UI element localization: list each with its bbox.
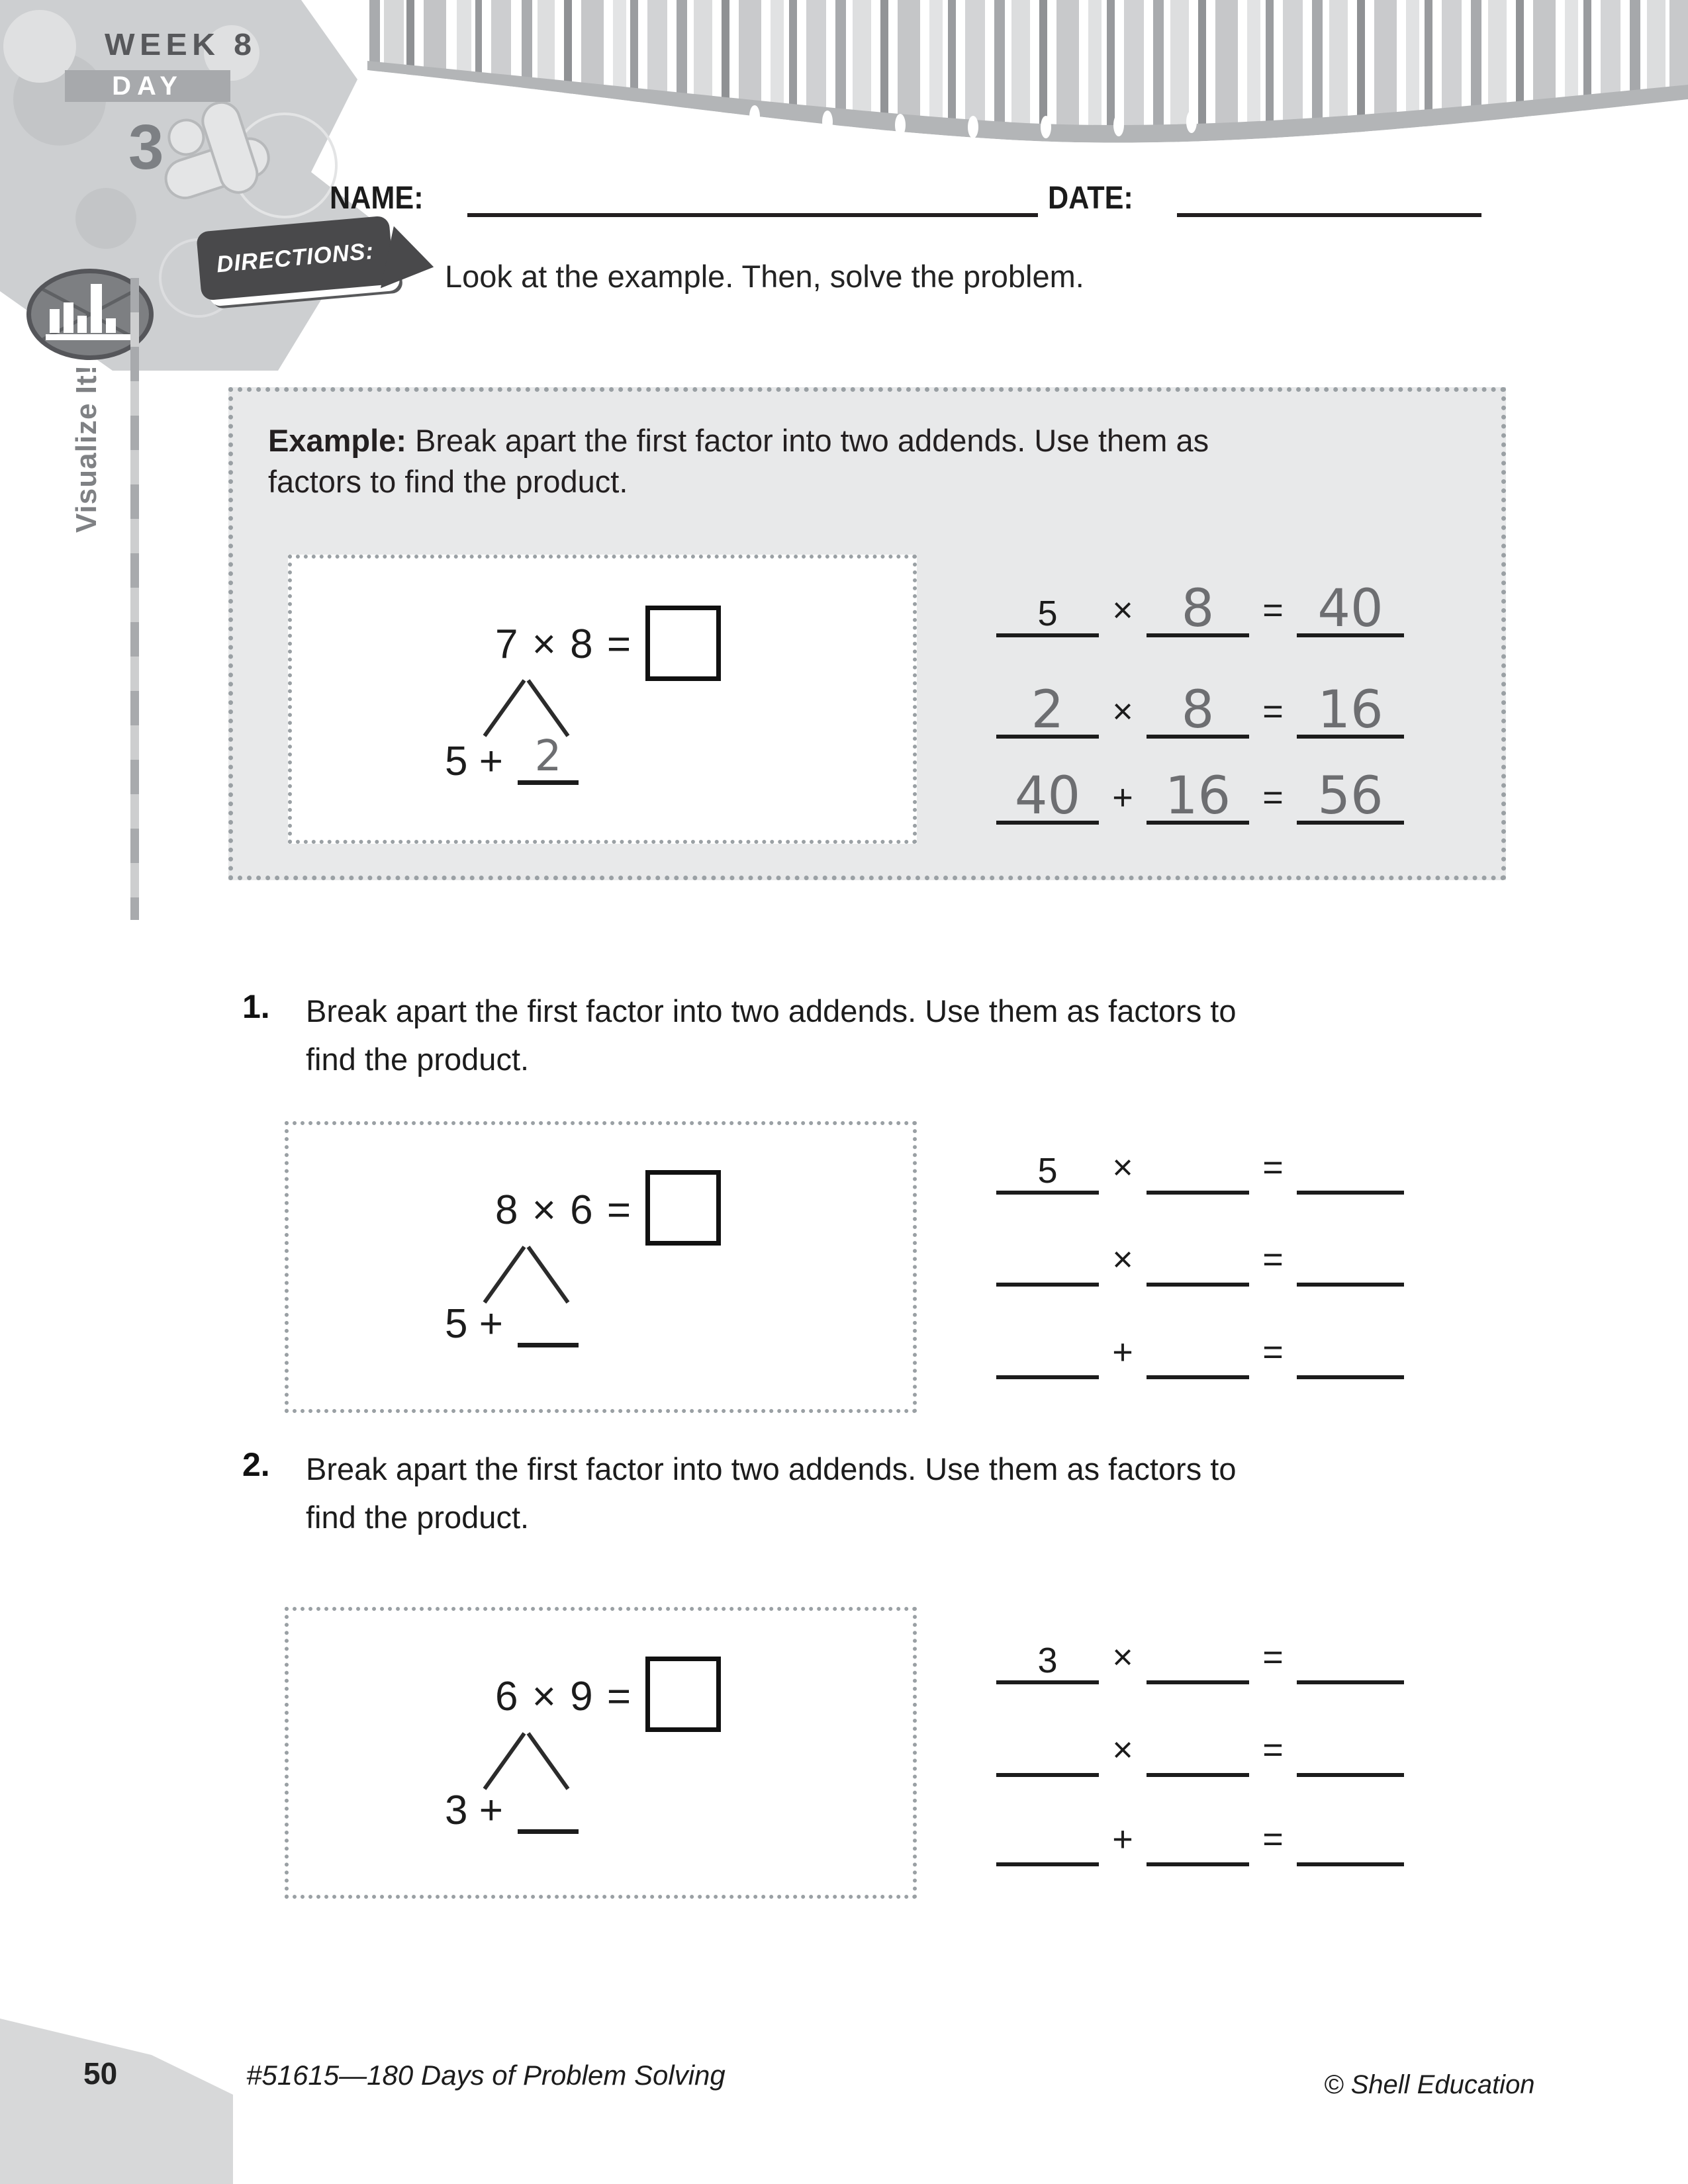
addend-blank[interactable]	[996, 1784, 1099, 1866]
result-blank[interactable]	[1297, 1113, 1404, 1195]
times-sign: ×	[1112, 1637, 1133, 1677]
week-label: WEEK 8	[105, 27, 257, 62]
date-label: DATE:	[1048, 181, 1133, 216]
times-sign: ×	[1112, 1148, 1133, 1187]
example-breakdown-blank[interactable]	[518, 733, 579, 785]
plus-sign: +	[1112, 1332, 1133, 1372]
problem-1-answer-box[interactable]	[645, 1170, 721, 1246]
day-number: 3	[128, 112, 164, 183]
footer-corner-decoration	[0, 2019, 233, 2184]
plus-sign: +	[1112, 1819, 1133, 1859]
problem-1-breakdown-prefix: 5 +	[445, 1301, 503, 1347]
problem-2-number: 2.	[242, 1446, 270, 1483]
example-equation-row-2	[996, 659, 1433, 739]
day-label: DAY	[112, 71, 183, 101]
plus-sign: +	[1112, 778, 1133, 817]
times-sign: ×	[1112, 692, 1133, 731]
factor-blank[interactable]	[1147, 1602, 1249, 1684]
page-number: 50	[83, 2056, 118, 2091]
equals-sign: =	[1262, 1332, 1284, 1372]
problem-2-breakdown-prefix: 3 +	[445, 1788, 503, 1833]
footer-book-info: #51615—180 Days of Problem Solving	[246, 2060, 726, 2091]
addend-blank[interactable]	[1147, 1297, 1249, 1379]
problem-1-text-line2: find the product.	[306, 1041, 530, 1077]
times-sign: ×	[1112, 590, 1133, 630]
sum-blank[interactable]	[1297, 1784, 1404, 1866]
sum-blank[interactable]: 56	[1297, 743, 1404, 825]
equals-sign: =	[1262, 692, 1284, 731]
sidebar-dashed-line	[130, 278, 139, 920]
equals-sign: =	[1262, 778, 1284, 817]
addend-blank[interactable]	[1147, 1784, 1249, 1866]
times-sign: ×	[1112, 1240, 1133, 1279]
problem-1-diagram-equation: 8 × 6 =	[495, 1187, 633, 1233]
problem-2-answer-box[interactable]	[645, 1657, 721, 1732]
example-diagram-box	[288, 555, 917, 844]
problem-2-equation-row-1	[996, 1605, 1433, 1684]
example-equation-row-1	[996, 558, 1433, 637]
example-desc-line1: Break apart the first factor into two addends. Use them as	[415, 423, 1209, 458]
factor-blank[interactable]: 8	[1147, 657, 1249, 739]
problem-1-text	[306, 987, 1391, 1084]
equals-sign: =	[1262, 1730, 1284, 1770]
problem-2-equation-row-2	[996, 1698, 1433, 1777]
result-blank[interactable]	[1297, 1205, 1404, 1287]
problem-2-text-line2: find the product.	[306, 1499, 530, 1535]
example-breakdown	[445, 733, 579, 785]
factor-blank[interactable]	[1147, 1113, 1249, 1195]
result-blank[interactable]	[1297, 1602, 1404, 1684]
equals-sign: =	[1262, 1240, 1284, 1279]
equals-sign: =	[1262, 590, 1284, 630]
equals-sign: =	[1262, 1637, 1284, 1677]
problem-1-breakdown-blank[interactable]	[518, 1343, 579, 1347]
problem-1-breakdown	[445, 1300, 579, 1347]
problem-2-text	[306, 1445, 1391, 1542]
factor-blank[interactable]	[1147, 1205, 1249, 1287]
problem-2-breakdown-blank[interactable]	[518, 1829, 579, 1834]
problem-1-diagram-box	[285, 1121, 917, 1413]
problem-2-text-line1: Break apart the first factor into two addends. Use them as factors to	[306, 1451, 1237, 1486]
example-breakdown-prefix: 5 +	[445, 739, 503, 784]
problem-2-diagram-box	[285, 1607, 917, 1899]
problem-1-equation-row-1	[996, 1115, 1433, 1195]
problem-2-factor-tree	[463, 1729, 596, 1792]
footer-copyright: © Shell Education	[1324, 2070, 1535, 2099]
factor-blank[interactable]	[996, 1205, 1099, 1287]
example-factor-tree	[463, 676, 596, 739]
addend-blank[interactable]: 16	[1147, 743, 1249, 825]
factor-blank[interactable]	[1147, 1695, 1249, 1777]
example-breakdown-answer: 2	[534, 732, 562, 781]
day-bar	[65, 70, 230, 102]
problem-1-equation-row-2	[996, 1207, 1433, 1287]
addend-blank[interactable]: 40	[996, 743, 1099, 825]
problem-1-factor-tree	[463, 1243, 596, 1306]
factor-blank[interactable]: 2	[996, 657, 1099, 739]
factor-blank[interactable]: 5	[996, 1113, 1099, 1195]
example-title: Example:	[268, 423, 406, 458]
problem-2-breakdown	[445, 1787, 579, 1834]
factor-blank[interactable]	[996, 1695, 1099, 1777]
problem-2-equation-row-3	[996, 1787, 1433, 1866]
equals-sign: =	[1262, 1148, 1284, 1187]
directions-text: Look at the example. Then, solve the problem.	[445, 259, 1084, 294]
example-desc-line2: factors to find the product.	[268, 464, 628, 500]
name-label: NAME:	[330, 181, 424, 216]
result-blank[interactable]: 16	[1297, 657, 1404, 739]
sum-blank[interactable]	[1297, 1297, 1404, 1379]
problem-1-text-line1: Break apart the first factor into two addends. Use them as factors to	[306, 993, 1237, 1028]
problem-1-equation-row-3	[996, 1300, 1433, 1379]
problem-1-number: 1.	[242, 988, 270, 1025]
example-diagram-equation: 7 × 8 =	[495, 621, 633, 667]
date-input-line[interactable]	[1177, 213, 1481, 217]
result-blank[interactable]: 40	[1297, 555, 1404, 637]
sidebar-label: Visualize It!	[70, 364, 103, 533]
equals-sign: =	[1262, 1819, 1284, 1859]
problem-2-diagram-equation: 6 × 9 =	[495, 1674, 633, 1719]
times-sign: ×	[1112, 1730, 1133, 1770]
example-equation-row-3	[996, 745, 1433, 825]
example-answer-box[interactable]	[645, 606, 721, 681]
factor-blank[interactable]: 3	[996, 1602, 1099, 1684]
example-heading	[268, 420, 1307, 502]
addend-blank[interactable]	[996, 1297, 1099, 1379]
directions-label: DIRECTIONS:	[215, 238, 375, 278]
factor-blank[interactable]: 8	[1147, 555, 1249, 637]
factor-blank[interactable]: 5	[996, 555, 1099, 637]
result-blank[interactable]	[1297, 1695, 1404, 1777]
name-input-line[interactable]	[467, 213, 1038, 217]
